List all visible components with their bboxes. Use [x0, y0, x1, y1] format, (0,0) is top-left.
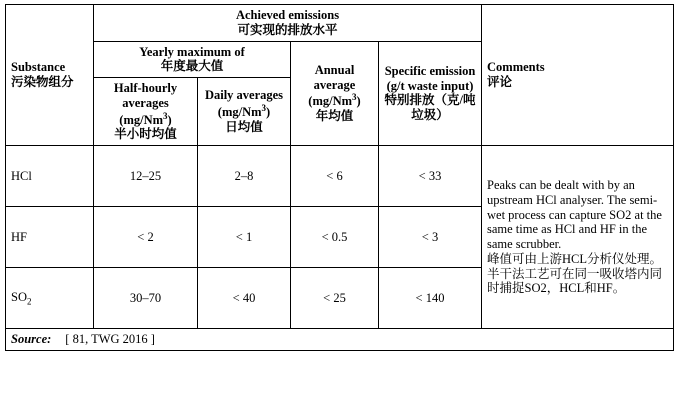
- header-achieved-emissions: [94, 5, 482, 42]
- header-comments: [482, 5, 674, 146]
- header-achieved-cn: 可实现的排放水平: [237, 22, 338, 37]
- header-daily-cn: 日均值: [225, 120, 263, 135]
- header-substance-en: Substance: [11, 60, 66, 75]
- row-half-hourly: 30–70: [94, 268, 198, 329]
- header-comments-en: Comments: [487, 60, 545, 75]
- header-annual-average: [291, 41, 379, 146]
- header-specific-en: Specific emission (g/t waste input): [384, 63, 476, 93]
- row-substance-label: [6, 207, 94, 268]
- row-substance-text: SO: [11, 289, 27, 304]
- row-daily: < 1: [198, 207, 291, 268]
- source-row: [6, 329, 674, 351]
- row-half-hourly: 12–25: [94, 146, 198, 207]
- row-substance-label: [6, 268, 94, 329]
- row-half-hourly: < 2: [94, 207, 198, 268]
- comments-cell: [482, 146, 674, 329]
- row-daily: 2–8: [198, 146, 291, 207]
- header-daily-unit: (mg/Nm$^3$): [217, 103, 271, 120]
- row-substance-subscript: 2: [26, 296, 32, 307]
- header-achieved-en: Achieved emissions: [235, 8, 340, 22]
- header-specific-emission: [379, 41, 482, 146]
- comments-cn: 峰值可由上游HCL分析仪处理。半干法工艺可在同一吸收塔内同时捕捉SO2，HCL和HF。: [487, 251, 663, 296]
- row-specific: < 140: [379, 268, 482, 329]
- header-half-hourly-en: Half-hourly averages: [113, 81, 178, 110]
- header-substance: [6, 5, 94, 146]
- row-specific: < 33: [379, 146, 482, 207]
- row-daily: < 40: [198, 268, 291, 329]
- row-annual: < 0.5: [291, 207, 379, 268]
- header-half-hourly: [94, 78, 198, 146]
- header-annual-unit: (mg/Nm$^3$): [308, 92, 361, 109]
- header-annual-en: Annual average: [313, 62, 356, 92]
- table-header-row-1: [6, 5, 674, 42]
- header-yearly-maximum: [94, 41, 291, 78]
- source-label: Source:: [11, 332, 52, 347]
- row-substance-text: HF: [11, 229, 27, 244]
- header-specific-cn: 特别排放（克/吨垃圾）: [384, 93, 476, 123]
- header-substance-cn: 污染物组分: [11, 75, 74, 90]
- row-annual: < 6: [291, 146, 379, 207]
- table-row: [6, 146, 674, 207]
- comments-en: Peaks can be dealt with by an upstream HCl analyser. The semi-wet process can capture SO2 at the same time as HCl and HF in the same scrubber.: [487, 178, 662, 252]
- row-substance-label: [6, 146, 94, 207]
- source-cell: [6, 329, 674, 351]
- header-daily-en: Daily averages: [204, 88, 284, 103]
- header-half-hourly-cn: 半小时均值: [114, 127, 177, 142]
- header-annual-cn: 年均值: [315, 109, 354, 124]
- row-substance-text: HCl: [11, 168, 32, 183]
- header-comments-cn: 评论: [487, 75, 513, 90]
- header-yearly-cn: 年度最大值: [160, 59, 224, 74]
- document-page: [0, 4, 682, 415]
- emissions-table: [5, 4, 674, 351]
- row-annual: < 25: [291, 268, 379, 329]
- header-yearly-en: Yearly maximum of: [139, 44, 245, 59]
- header-half-hourly-unit: (mg/Nm$^3$): [119, 110, 172, 127]
- header-daily: [198, 78, 291, 146]
- source-reference: [ 81, TWG 2016 ]: [65, 332, 155, 347]
- row-specific: < 3: [379, 207, 482, 268]
